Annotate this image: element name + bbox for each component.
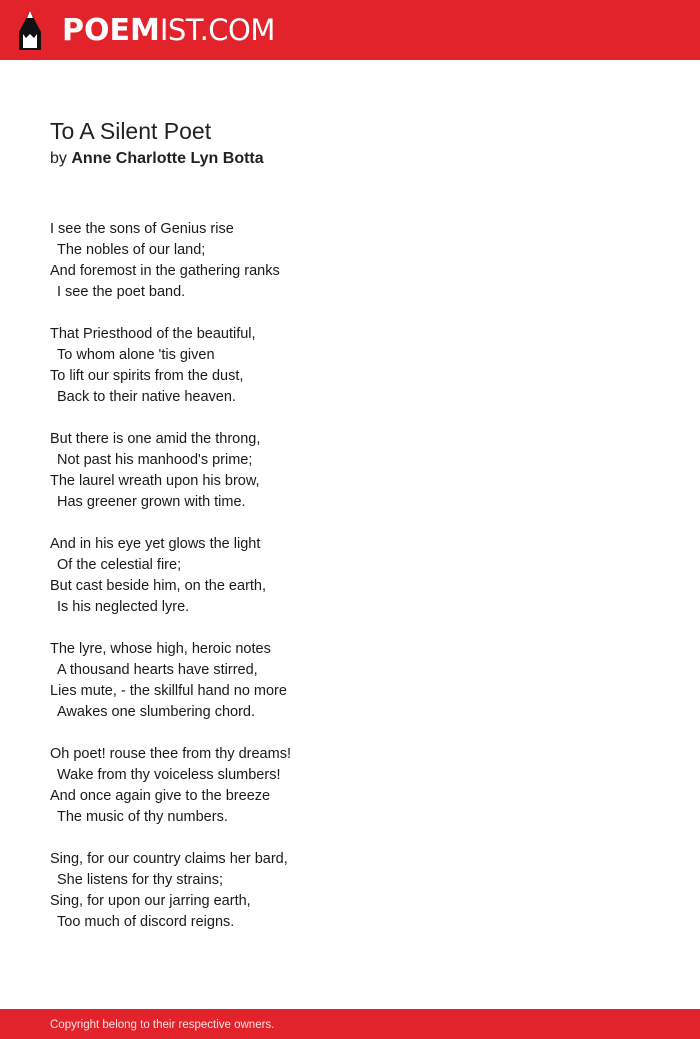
- poem-body: [50, 219, 650, 954]
- poem-line: Too much of discord reigns.: [57, 914, 235, 930]
- poem-line: That Priesthood of the beautiful,: [50, 326, 256, 342]
- by-label: by: [50, 150, 67, 167]
- poem-line: And foremost in the gathering ranks: [50, 263, 280, 279]
- poem-line: Not past his manhood's prime;: [57, 452, 253, 468]
- pencil-tip-icon[interactable]: [17, 10, 43, 51]
- poem-line: And in his eye yet glows the light: [50, 536, 261, 552]
- poem-line: To lift our spirits from the dust,: [50, 368, 244, 384]
- poem-line: Sing, for our country claims her bard,: [50, 851, 288, 867]
- poem-line: Awakes one slumbering chord.: [57, 704, 256, 720]
- copyright-notice: Copyright belong to their respective owners.: [50, 1019, 275, 1031]
- poem-line: Wake from thy voiceless slumbers!: [57, 767, 281, 783]
- poem-line: Oh poet! rouse thee from thy dreams!: [50, 746, 291, 762]
- stanza: [50, 429, 650, 513]
- site-footer: [0, 1009, 700, 1039]
- poem-line: A thousand hearts have stirred,: [57, 662, 258, 678]
- site-logo[interactable]: [62, 12, 275, 49]
- stanza: [50, 324, 650, 408]
- poem-line: Sing, for upon our jarring earth,: [50, 893, 251, 909]
- stanza: [50, 534, 650, 618]
- poem-line: Of the celestial fire;: [57, 557, 182, 573]
- poem-line: She listens for thy strains;: [57, 872, 224, 888]
- poem-line: To whom alone 'tis given: [57, 347, 215, 363]
- poem-line: The lyre, whose high, heroic notes: [50, 641, 271, 657]
- poem-byline: [50, 148, 264, 170]
- logo-light-text: IST.COM: [159, 13, 275, 47]
- stanza: [50, 849, 650, 933]
- poem-line: I see the sons of Genius rise: [50, 221, 234, 237]
- poem-line: The music of thy numbers.: [57, 809, 228, 825]
- author-name: Anne Charlotte Lyn Botta: [71, 150, 264, 167]
- poem-line: And once again give to the breeze: [50, 788, 271, 804]
- poem-line: Lies mute, - the skillful hand no more: [50, 683, 287, 699]
- site-header: [0, 0, 700, 60]
- stanza: [50, 219, 650, 303]
- poem-line: Has greener grown with time.: [57, 494, 246, 510]
- poem-line: Back to their native heaven.: [57, 389, 236, 405]
- poem-line: The laurel wreath upon his brow,: [50, 473, 260, 489]
- poem-line: The nobles of our land;: [57, 242, 206, 258]
- poem-line: Is his neglected lyre.: [57, 599, 190, 615]
- stanza: [50, 639, 650, 723]
- poem-title: To A Silent Poet: [50, 118, 212, 144]
- poem-line: I see the poet band.: [57, 284, 186, 300]
- logo-bold-text: POEM: [62, 13, 160, 48]
- poem-line: But cast beside him, on the earth,: [50, 578, 267, 594]
- stanza: [50, 744, 650, 828]
- poem-line: But there is one amid the throng,: [50, 431, 261, 447]
